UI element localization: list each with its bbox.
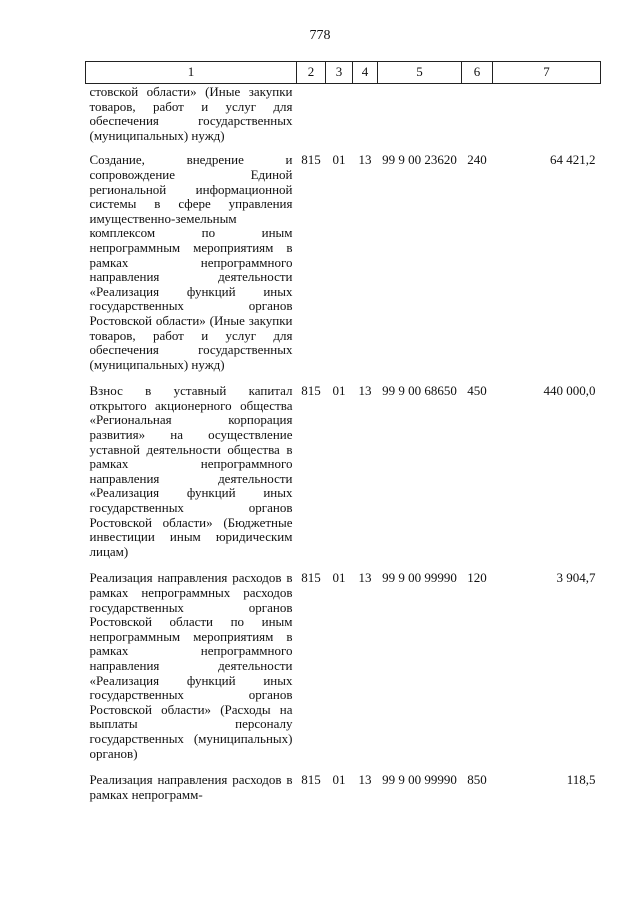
row-amount: 64 421,2: [550, 152, 596, 168]
row-expense-type: 450: [467, 383, 487, 399]
table-row: [86, 571, 601, 773]
row-ministry-code: 815: [301, 152, 321, 168]
table-row: [86, 153, 601, 384]
column-header-2: 2: [297, 62, 326, 84]
row-target-article: 99 9 00 99990: [382, 772, 457, 788]
row-ministry-code: 815: [301, 570, 321, 586]
row-description: Взнос в уставный капитал открытого акционерного общества «Региональная корпорация развития» на осуществление уставной деятельности общества в рамках непрограммного направления деятельности «Реализация функций иных государственных органов Ростовской области» (Бюджетные инвестиции иным юридическим лицам): [89, 383, 293, 559]
page-number: 778: [309, 28, 331, 43]
row-amount: [493, 84, 601, 154]
row-section-code: 01: [332, 152, 346, 168]
row-target-article: 99 9 00 68650: [382, 383, 457, 399]
row-ministry-code: [297, 84, 326, 154]
row-subsection-code: [353, 84, 378, 154]
table-row: [86, 84, 601, 154]
table-body: [86, 84, 601, 815]
row-target-article: 99 9 00 99990: [382, 570, 457, 586]
budget-table: [85, 61, 601, 814]
column-header-5: 5: [378, 62, 462, 84]
row-subsection-code: 13: [358, 152, 372, 168]
row-section-code: 01: [332, 383, 346, 399]
row-subsection-code: 13: [358, 383, 372, 399]
row-amount: 3 904,7: [556, 570, 596, 586]
table-row: [86, 773, 601, 814]
header-row: [86, 62, 601, 84]
row-description: Реализация направления расходов в рамках непрограмм-: [89, 772, 293, 802]
row-amount: 118,5: [566, 772, 596, 788]
column-header-1: 1: [86, 62, 297, 84]
row-expense-type: 850: [467, 772, 487, 788]
row-expense-type: [462, 84, 493, 154]
column-header-6: 6: [462, 62, 493, 84]
row-subsection-code: 13: [358, 570, 372, 586]
column-header-3: 3: [326, 62, 353, 84]
row-target-article: [378, 84, 462, 154]
row-section-code: 01: [332, 772, 346, 788]
row-section-code: 01: [332, 570, 346, 586]
row-description: стовской области» (Иные закупки товаров, работ и услуг для обеспечения государственных (муниципальных) нужд): [89, 84, 293, 143]
row-target-article: 99 9 00 23620: [382, 152, 457, 168]
column-header-7: 7: [493, 62, 601, 84]
column-header-4: 4: [353, 62, 378, 84]
table-header: [86, 62, 601, 84]
table-row: [86, 384, 601, 571]
row-description: Создание, внедрение и сопровождение Единой региональной информационной системы в сфере управления имущественно-земельным комплексом по иным непрограммным мероприятиям в рамках непрограммного направления деятельности «Реализация функций иных государственных органов Ростовской области» (Иные закупки товаров, работ и услуг для обеспечения государственных (муниципальных) нужд): [89, 152, 293, 372]
row-expense-type: 120: [467, 570, 487, 586]
row-expense-type: 240: [467, 152, 487, 168]
row-description: Реализация направления расходов в рамках непрограммных расходов государственных органов Ростовской области по иным непрограммным мероприятиям в рамках непрограммного направления деятельности «Реализация функций иных государственных органов Ростовской области» (Расходы на выплаты персоналу государственных (муниципальных) органов): [89, 570, 293, 761]
row-ministry-code: 815: [301, 772, 321, 788]
row-ministry-code: 815: [301, 383, 321, 399]
row-amount: 440 000,0: [543, 383, 596, 399]
row-subsection-code: 13: [358, 772, 372, 788]
row-section-code: [326, 84, 353, 154]
